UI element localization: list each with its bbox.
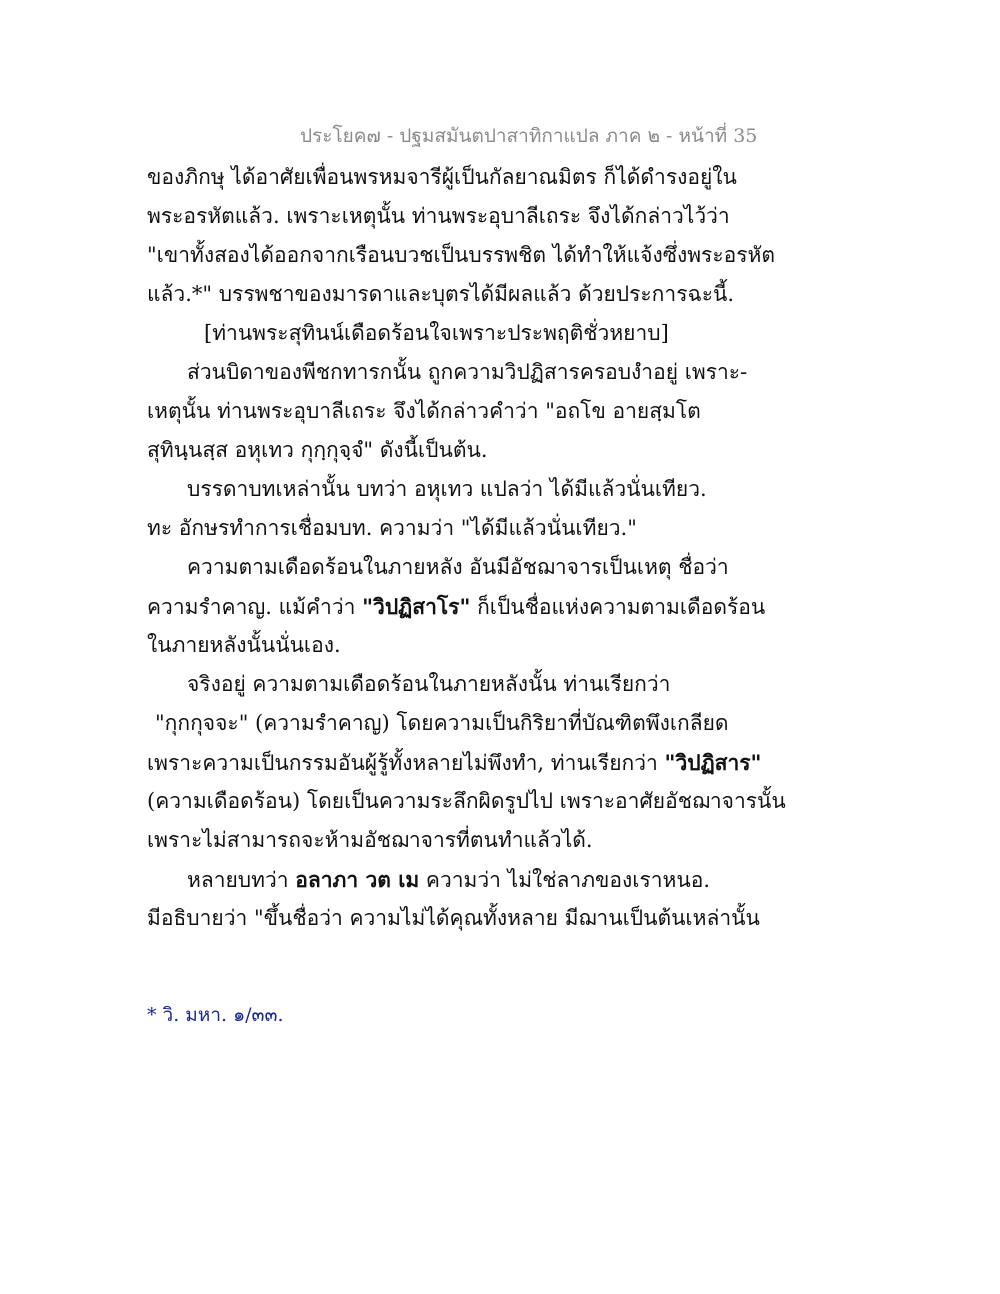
text-segment: ก็เป็นชื่อแห่งความตามเดือดร้อน — [470, 595, 766, 619]
text-line: เพราะไม่สามารถจะห้ามอัชฌาจารที่ตนทำแล้วได้. — [147, 828, 593, 852]
section-heading: [ท่านพระสุทินน์เดือดร้อนใจเพราะประพฤติชั่วหยาบ] — [204, 321, 669, 345]
bold-term: "วิปฏิสาร" — [664, 750, 762, 775]
text-segment: ความรำคาญ. แม้คำว่า — [147, 595, 363, 619]
text-segment: เพราะความเป็นกรรมอันผู้รู้ทั้งหลายไม่พึงทำ, ท่านเรียกว่า — [147, 751, 665, 775]
text-line: เหตุนั้น ท่านพระอุบาลีเถระ จึงได้กล่าวคำว่า "อถโข อายสฺมโต — [147, 399, 701, 423]
text-line: ของภิกษุ ได้อาศัยเพื่อนพรหมจารีผู้เป็นกัลยาณมิตร ก็ได้ดำรงอยู่ใน — [147, 165, 737, 189]
bold-term: "วิปฏิสาโร" — [362, 594, 471, 619]
text-line: พระอรหัตแล้ว. เพราะเหตุนั้น ท่านพระอุบาลีเถระ จึงได้กล่าวไว้ว่า — [147, 204, 730, 228]
page-header: ประโยค๗ - ปฐมสมันตปาสาทิกาแปล ภาค ๒ - หน้าที่ 35 — [300, 125, 758, 147]
text-line: สุทินฺนสฺส อหุเทว กุกฺกุจฺจํ" ดังนี้เป็นต้น. — [147, 438, 488, 462]
text-line: ในภายหลังนั้นนั่นเอง. — [147, 633, 341, 657]
text-line — [147, 860, 737, 899]
text-segment: หลายบทว่า — [187, 868, 296, 892]
text-line: จริงอยู่ ความตามเดือดร้อนในภายหลังนั้น ท่านเรียกว่า — [187, 672, 671, 696]
text-line: มีอธิบายว่า "ขึ้นชื่อว่า ความไม่ได้คุณทั้งหลาย มีฌานเป็นต้นเหล่านั้น — [147, 906, 760, 930]
text-line: ทะ อักษรทำการเชื่อมบท. ความว่า "ได้มีแล้วนั่นเทียว." — [147, 516, 637, 540]
text-line: (ความเดือดร้อน) โดยเป็นความระลึกผิดรูปไป เพราะอาศัยอัชฌาจารนั้น — [147, 789, 786, 813]
body-text — [147, 158, 786, 938]
text-line — [147, 743, 762, 782]
text-line: "กุกกุจจะ" (ความรำคาญ) โดยความเป็นกิริยาที่บัณฑิตพึงเกลียด — [155, 711, 729, 735]
footnote: * วิ. มหา. ๑/๓๓. — [147, 1004, 284, 1026]
text-line: บรรดาบทเหล่านั้น บทว่า อหุเทว แปลว่า ได้มีแล้วนั่นเทียว. — [187, 477, 707, 501]
text-line: "เขาทั้งสองได้ออกจากเรือนบวชเป็นบรรพชิต ได้ทำให้แจ้งซึ่งพระอรหัต — [147, 243, 775, 267]
text-line: ความตามเดือดร้อนในภายหลัง อันมีอัชฌาจารเป็นเหตุ ชื่อว่า — [187, 555, 729, 579]
bold-term: อลาภา วต เม — [295, 867, 420, 892]
text-line: ส่วนบิดาของพีชกทารกนั้น ถูกความวิปฏิสารครอบงำอยู่ เพราะ- — [187, 360, 748, 384]
text-line: แล้ว.*" บรรพชาของมารดาและบุตรได้มีผลแล้ว ด้วยประการฉะนี้. — [147, 282, 735, 306]
text-line — [147, 587, 766, 626]
text-segment: ความว่า ไม่ใช่ลาภของเราหนอ. — [419, 868, 711, 892]
